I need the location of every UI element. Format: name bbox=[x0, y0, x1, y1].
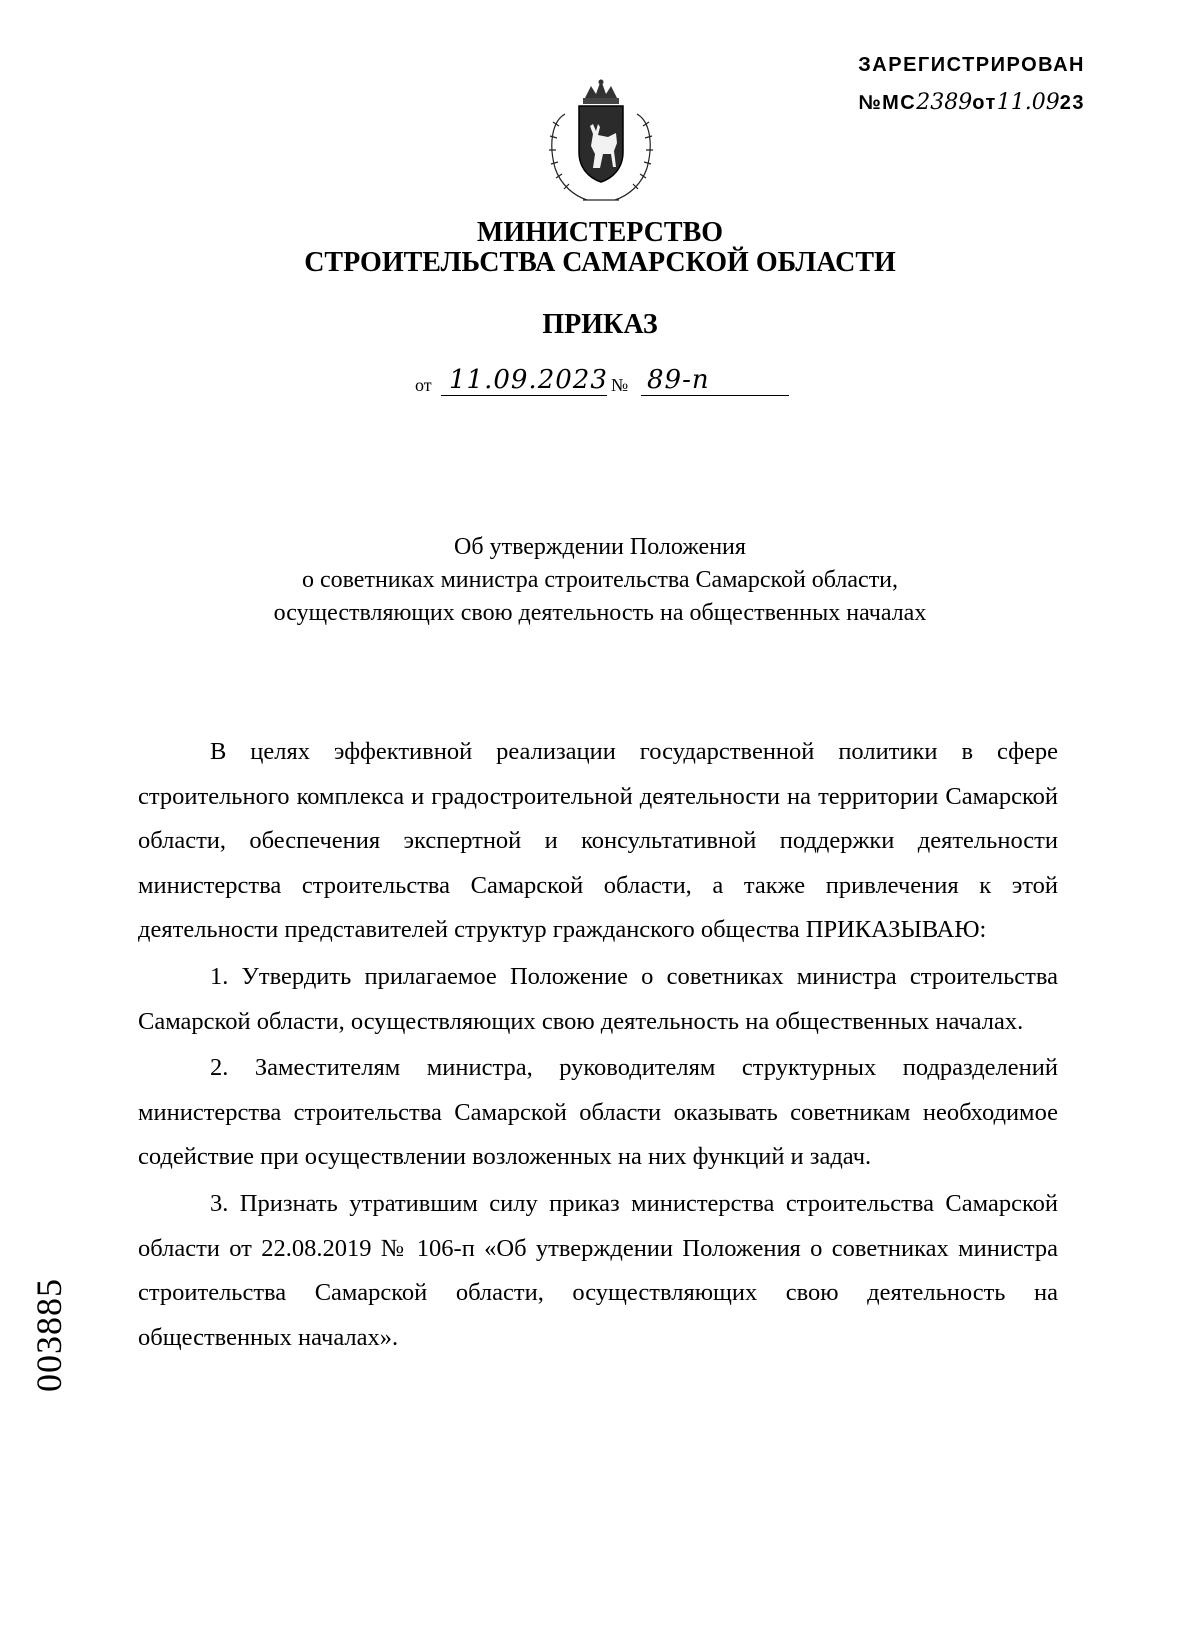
item-1-paragraph: 1. Утвердить прилагаемое Положение о советниках министра строительства Самарской области, осуществляющих свою деятельность на общественных началах. bbox=[138, 962, 1058, 1035]
subject-line3: осуществляющих свою деятельность на общественных началах bbox=[273, 600, 927, 626]
order-number-label: № bbox=[611, 375, 629, 395]
registration-date: 11.09 bbox=[996, 90, 1060, 115]
document-type-title: ПРИКАЗ bbox=[542, 309, 658, 340]
registration-number-line bbox=[825, 84, 1085, 122]
registration-year: 23 bbox=[1059, 92, 1085, 114]
order-date: 11.09.2023 bbox=[449, 365, 608, 395]
registration-prefix: №МС bbox=[858, 92, 917, 114]
registration-number: 2389 bbox=[916, 90, 973, 115]
subject-line1: Об утверждении Положения bbox=[454, 534, 746, 560]
order-number: 89-п bbox=[647, 365, 710, 395]
item-2-paragraph: 2. Заместителям министра, руководителям структурных подразделений министерства строительства Самарской области оказывать советникам необходимое содействие при осуществлении возложенных на них функций и задач. bbox=[138, 1054, 1058, 1171]
subject-line2: о советниках министра строительства Самарской области, bbox=[301, 567, 899, 593]
preamble-paragraph: В целях эффективной реализации государственной политики в сфере строительного комплекса и градостроительной деятельности на территории Самарской области, обеспечения экспертной и консультативной поддержки деятельности министерства строительства Самарской области, а также привлечения к этой деятельности представителей структур гражданского общества ПРИКАЗЫВАЮ: bbox=[138, 738, 1058, 944]
item-3-paragraph: 3. Признать утратившим силу приказ министерства строительства Самарской области от 22.08.2019 № 106-п «Об утверждении Положения о советниках министра строительства Самарской области, осуществляющих свою деятельность на общественных началах». bbox=[138, 1189, 1058, 1351]
order-date-number-line bbox=[415, 365, 795, 404]
number-underline bbox=[641, 395, 789, 396]
order-body bbox=[138, 730, 1058, 1362]
order-subject bbox=[0, 531, 1200, 630]
date-underline bbox=[441, 395, 607, 396]
side-serial-number: 003885 bbox=[29, 1278, 69, 1392]
registration-stamp bbox=[825, 46, 1085, 122]
order-from-label: от bbox=[415, 375, 432, 395]
ministry-name-line1: МИНИСТЕРСТВО bbox=[476, 217, 724, 248]
ministry-name-line2: СТРОИТЕЛЬСТВА САМАРСКОЙ ОБЛАСТИ bbox=[304, 247, 896, 278]
registration-from-label: от bbox=[972, 92, 997, 114]
samara-coat-of-arms-icon bbox=[545, 76, 657, 204]
registered-label: ЗАРЕГИСТРИРОВАН bbox=[858, 54, 1085, 76]
